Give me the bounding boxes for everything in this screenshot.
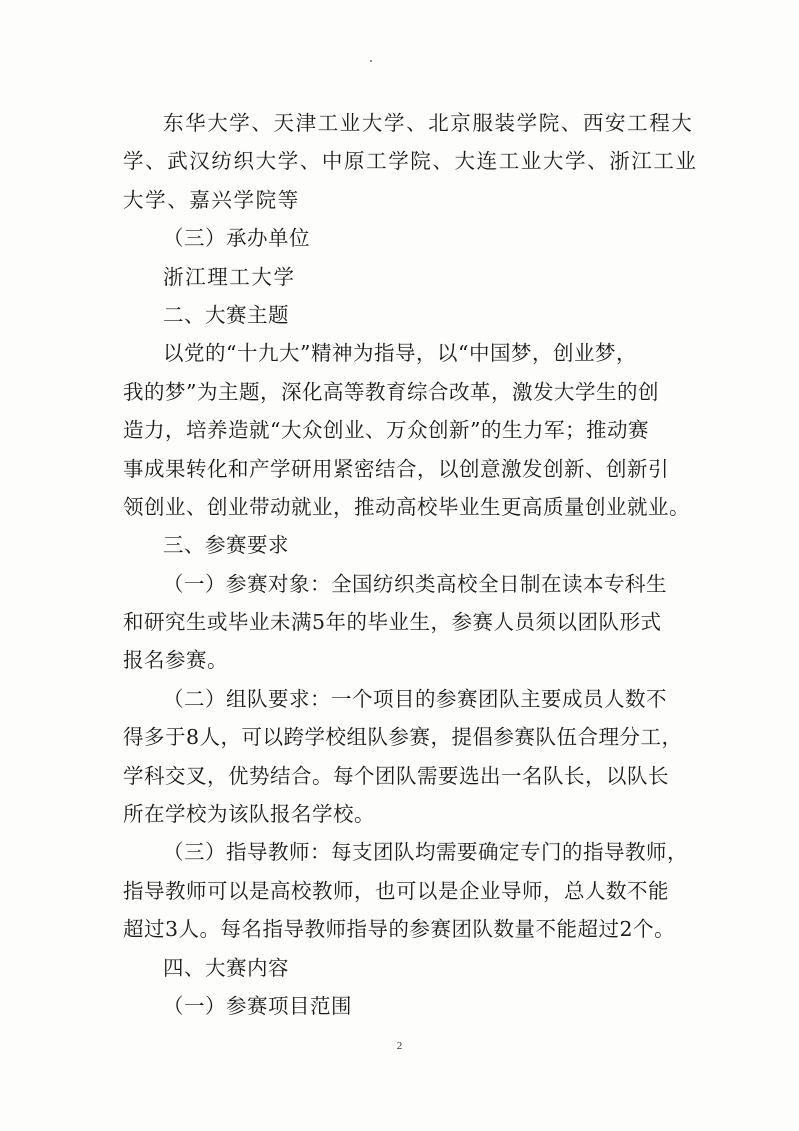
section-heading: （一）参赛项目范围 [163,993,352,1018]
text-line: 东华大学、天津工业大学、北京服装学院、西安工程大 [163,111,694,135]
section-heading: 三、参赛要求 [163,533,289,558]
page-number: 2 [396,1040,403,1052]
text-line: 大学、嘉兴学院等 [123,187,300,212]
scan-speck [370,60,372,62]
section-heading: 二、大赛主题 [163,302,289,327]
text-line: 和研究生或毕业未满5年的毕业生，参赛人员须以团队形式 [123,610,662,635]
text-line: 学科交叉，优势结合。每个团队需要选出一名队长，以队长 [123,763,669,788]
section-heading: 四、大赛内容 [163,955,289,980]
text-line: 我的梦”为主题，深化高等教育综合改革，激发大学生的创 [123,379,659,404]
text-line: 得多于8人，可以跨学校组队参赛，提倡参赛队伍合理分工， [123,725,683,750]
text-line: 报名参赛。 [123,648,228,673]
text-line: 以党的“十九大”精神为指导，以“中国梦，创业梦， [163,341,637,366]
text-line: 指导教师可以是高校教师，也可以是企业导师，总人数不能 [123,878,669,903]
text-line: 事成果转化和产学研用紧密结合，以创意激发创新、创新引 [123,456,669,481]
text-line: （三）指导教师：每支团队均需要确定专门的指导教师， [163,840,688,865]
text-line: 领创业、创业带动就业，推动高校毕业生更高质量创业就业。 [123,494,690,519]
text-line: 学、武汉纺织大学、中原工学院、大连工业大学、浙江工业 [123,149,698,174]
body-text [0,104,799,1025]
text-line: 造力，培养造就“大众创业、万众创新”的生力军；推动赛 [123,418,649,443]
text-line: 所在学校为该队报名学校。 [123,802,375,827]
text-line: （一）参赛对象：全国纺织类高校全日制在读本专科生 [163,571,667,596]
text-line: 超过3人。每名指导教师指导的参赛团队数量不能超过2个。 [123,917,676,942]
text-line: 浙江理工大学 [163,264,296,289]
text-line: （二）组队要求：一个项目的参赛团队主要成员人数不 [163,686,667,711]
section-heading: （三）承办单位 [163,226,310,251]
